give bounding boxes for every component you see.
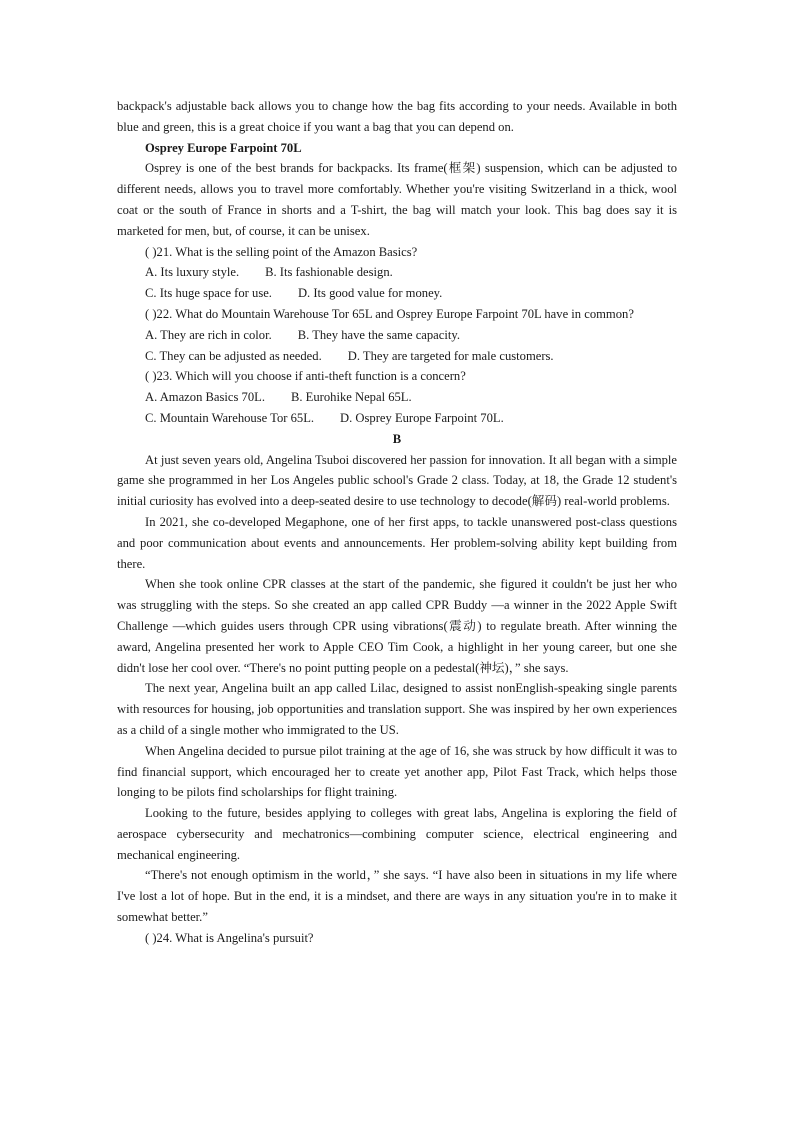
options-row: [117, 387, 677, 408]
paragraph: When she took online CPR classes at the start of the pandemic, she figured it couldn't be just her who was struggling with the steps. So she created an app called CPR Buddy —a winner in the 2022 Apple Swift Challenge —which guides users through CPR using vibrations(震动) to regulate breath. After winning the award, Angelina presented her work to Apple CEO Tim Cook, a highlight in her young career, but one she didn't lose her cool over. “There's no point putting people on a pedestal(神坛)，” she says.: [117, 577, 677, 675]
product-heading-osprey: Osprey Europe Farpoint 70L: [145, 140, 302, 155]
option-a: A. Its luxury style.: [145, 265, 240, 280]
question-stem: ( )22. What do Mountain Warehouse Tor 65L and Osprey Europe Farpoint 70L have in common?: [145, 306, 634, 321]
option-b: B. Its fashionable design.: [265, 265, 393, 280]
option-a: A. They are rich in color.: [145, 327, 272, 342]
option-d: D. Osprey Europe Farpoint 70L.: [340, 410, 504, 425]
passage-a-continuation: backpack's adjustable back allows you to change how the bag fits according to your needs. Available in both blue and green, this is a great choice if you want a bag that you can depend on.: [117, 99, 677, 134]
paragraph: Looking to the future, besides applying to colleges with great labs, Angelina is exploring the field of aerospace cybersecurity and mechatronics—combining computer science, electrical engineering and mechanical engineering.: [117, 806, 677, 862]
option-c: C. Mountain Warehouse Tor 65L.: [145, 410, 315, 425]
paragraph: The next year, Angelina built an app called Lilac, designed to assist nonEnglish-speaking single parents with resources for housing, job opportunities and translation support. She was inspired by her own experiences as a child of a single mother who immigrated to the US.: [117, 681, 677, 737]
paragraph: In 2021, she co-developed Megaphone, one of her first apps, to tackle unanswered post-class questions and poor communication about events and announcements. Her problem-solving ability kept building from there.: [117, 514, 677, 571]
option-c: C. They can be adjusted as needed.: [145, 348, 322, 363]
question-23: [117, 366, 677, 428]
question-21: [117, 242, 677, 304]
options-row: [117, 283, 677, 304]
paragraph: “There's not enough optimism in the world，” she says. “I have also been in situations in my life where I've lost a lot of hope. But in the end, it is a mindset, and there are ways in any situation you're in to make it somewhat better.”: [117, 868, 677, 925]
option-b: B. Eurohike Nepal 65L.: [290, 390, 412, 405]
question-stem: ( )23. Which will you choose if anti-theft function is a concern?: [145, 369, 466, 384]
options-row: [117, 408, 677, 429]
option-b: B. They have the same capacity.: [297, 327, 460, 342]
option-d: D. Its good value for money.: [297, 286, 443, 301]
options-row: [117, 325, 677, 346]
page-content: [117, 96, 677, 949]
option-a: A. Amazon Basics 70L.: [145, 390, 265, 405]
option-c: C. Its huge space for use.: [145, 286, 272, 301]
product-description-osprey: Osprey is one of the best brands for backpacks. Its frame(框架) suspension, which can be adjusted to different needs, allows you to travel more comfortably. Whether you're visiting Switzerland in a thick, wool coat or the south of France in shorts and a T-shirt, the bag will match your look. This bag does say it is marketed for men, but, of course, it can be unisex.: [117, 161, 677, 238]
question-24-stem: ( )24. What is Angelina's pursuit?: [145, 930, 314, 945]
question-stem: ( )21. What is the selling point of the Amazon Basics?: [145, 244, 418, 259]
option-d: D. They are targeted for male customers.: [347, 348, 554, 363]
options-row: [117, 346, 677, 367]
question-22: [117, 304, 677, 366]
paragraph: At just seven years old, Angelina Tsuboi discovered her passion for innovation. It all began with a simple game she programmed in her Los Angeles public school's Grade 2 class. Today, at 18, the Grade 12 student's initial curiosity has evolved into a deep-seated desire to use technology to decode(解码) real-world problems.: [117, 452, 677, 509]
section-b-label: B: [392, 431, 402, 446]
paragraph: When Angelina decided to pursue pilot training at the age of 16, she was struck by how difficult it was to find financial support, which encouraged her to create yet another app, Pilot Fast Track, which helps those longing to be pilots find scholarships for flight training.: [117, 743, 677, 800]
options-row: [117, 262, 677, 283]
